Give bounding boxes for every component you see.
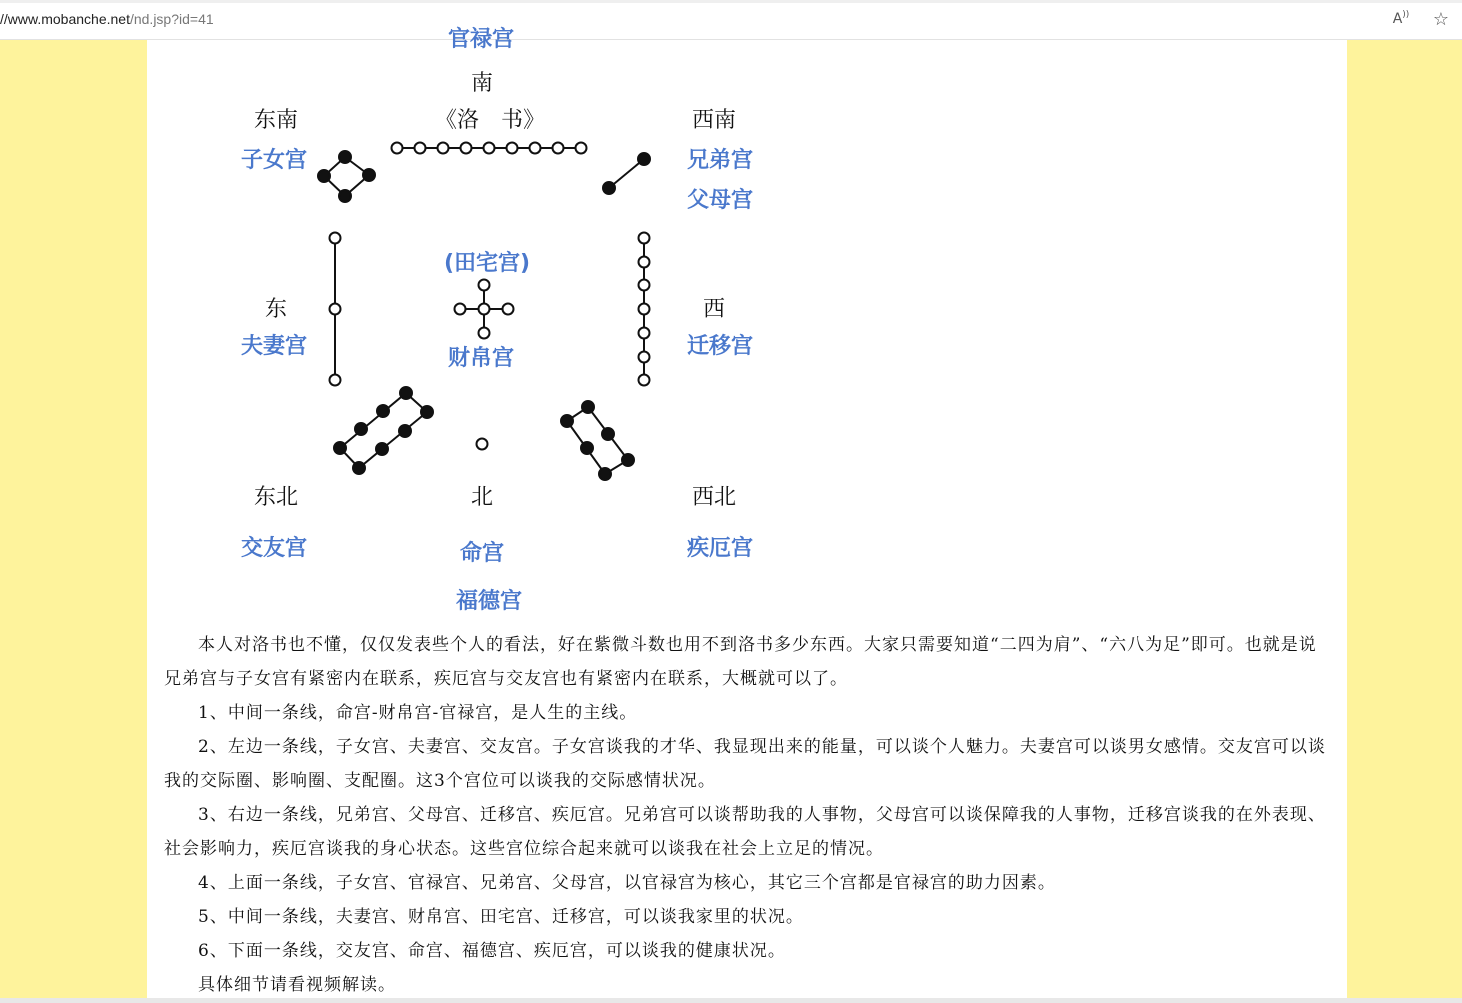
- northeast-eight-dots: [334, 387, 433, 474]
- label-fuqi-palace: 夫妻宫: [240, 334, 308, 359]
- paragraph-point-5: 5、中间一条线，夫妻宫、财帛宫、田宅宫、迁移宫，可以谈我家里的状况。: [198, 907, 804, 927]
- article-text: [164, 628, 1334, 1002]
- label-east: 东: [264, 297, 288, 322]
- northwest-six-dots: [561, 401, 634, 480]
- label-qianyi-palace: 迁移宫: [686, 334, 754, 359]
- label-caibo-palace: 财帛宫: [447, 346, 515, 371]
- label-zinv-palace: 子女宫: [240, 148, 308, 173]
- east-three-dots: [330, 233, 341, 386]
- paragraph-point-6: 6、下面一条线，交友宫、命宫、福德宫、疾厄宫，可以谈我的健康状况。: [198, 941, 786, 961]
- label-southeast: 东南: [253, 108, 299, 133]
- southeast-four-dots: [318, 151, 375, 202]
- center-five-dots: [455, 280, 514, 339]
- paragraph-point-2: 2、左边一条线，子女宫、夫妻宫、交友宫。子女宫谈我的才华、我显现出来的能量，可以谈个人魅力。夫妻宫可以谈男女感情。交友宫可以谈我的交际圈、影响圈、支配圈。这3个宫位可以谈我的交际感情状况。: [164, 737, 1326, 791]
- paragraph-point-4: 4、上面一条线，子女宫、官禄宫、兄弟宫、父母宫，以官禄宫为核心，其它三个宫都是官禄宫的助力因素。: [198, 873, 1056, 893]
- luoshu-diagram: [147, 27, 1347, 620]
- paragraph-point-1: 1、中间一条线，命宫-财帛宫-官禄宫，是人生的主线。: [198, 703, 638, 723]
- west-seven-dots: [639, 233, 650, 386]
- read-aloud-icon[interactable]: A )): [1392, 10, 1410, 27]
- paragraph-intro: 本人对洛书也不懂，仅仅发表些个人的看法，好在紫微斗数也用不到洛书多少东西。大家只需要知道“二四为肩”、“六八为足”即可。也就是说兄弟宫与子女宫有紧密内在联系，疾厄宫与交友宫也有紧密内在联系，大概就可以了。: [164, 635, 1317, 689]
- label-southwest: 西南: [691, 108, 737, 133]
- label-jie-palace: 疾厄宫: [686, 536, 754, 561]
- label-north: 北: [470, 485, 494, 510]
- south-nine-dots: [392, 143, 587, 154]
- tab-strip-edge: [0, 0, 1462, 3]
- north-one-dot: [477, 439, 488, 450]
- label-northwest: 西北: [691, 485, 737, 510]
- paragraph-closing: 具体细节请看视频解读。: [198, 975, 396, 995]
- label-tianzhai-palace: (田宅宫): [443, 251, 531, 276]
- diagram-title: 《洛 书》: [434, 108, 546, 133]
- browser-address-bar: [0, 0, 1462, 40]
- label-fude-palace: 福德宫: [455, 589, 523, 614]
- window-bottom-edge: [0, 998, 1462, 1003]
- southwest-two-dots: [603, 153, 650, 194]
- url-path: /nd.jsp?id=41: [129, 11, 214, 27]
- label-northeast: 东北: [253, 485, 299, 510]
- label-xiongdi-palace: 兄弟宫: [686, 148, 754, 173]
- label-south: 南: [470, 71, 494, 96]
- paragraph-point-3: 3、右边一条线，兄弟宫、父母宫、迁移宫、疾厄宫。兄弟宫可以谈帮助我的人事物，父母宫可以谈保障我的人事物，迁移宫谈我的在外表现、社会影响力，疾厄宫谈我的身心状态。这些宫位综合起来就可以谈我在社会上立足的情况。: [164, 805, 1326, 859]
- label-ming-palace: 命宫: [459, 541, 505, 566]
- star-icon[interactable]: ☆: [1432, 8, 1450, 30]
- url-domain: //www.mobanche.net: [0, 11, 130, 27]
- label-west: 西: [702, 297, 726, 322]
- label-guanlu-clipped: 官禄宫: [447, 27, 515, 52]
- label-fumu-palace: 父母宫: [686, 188, 754, 213]
- page-content: [147, 27, 1347, 1003]
- label-jiaoyou-palace: 交友宫: [240, 536, 308, 561]
- url-field[interactable]: [0, 11, 214, 27]
